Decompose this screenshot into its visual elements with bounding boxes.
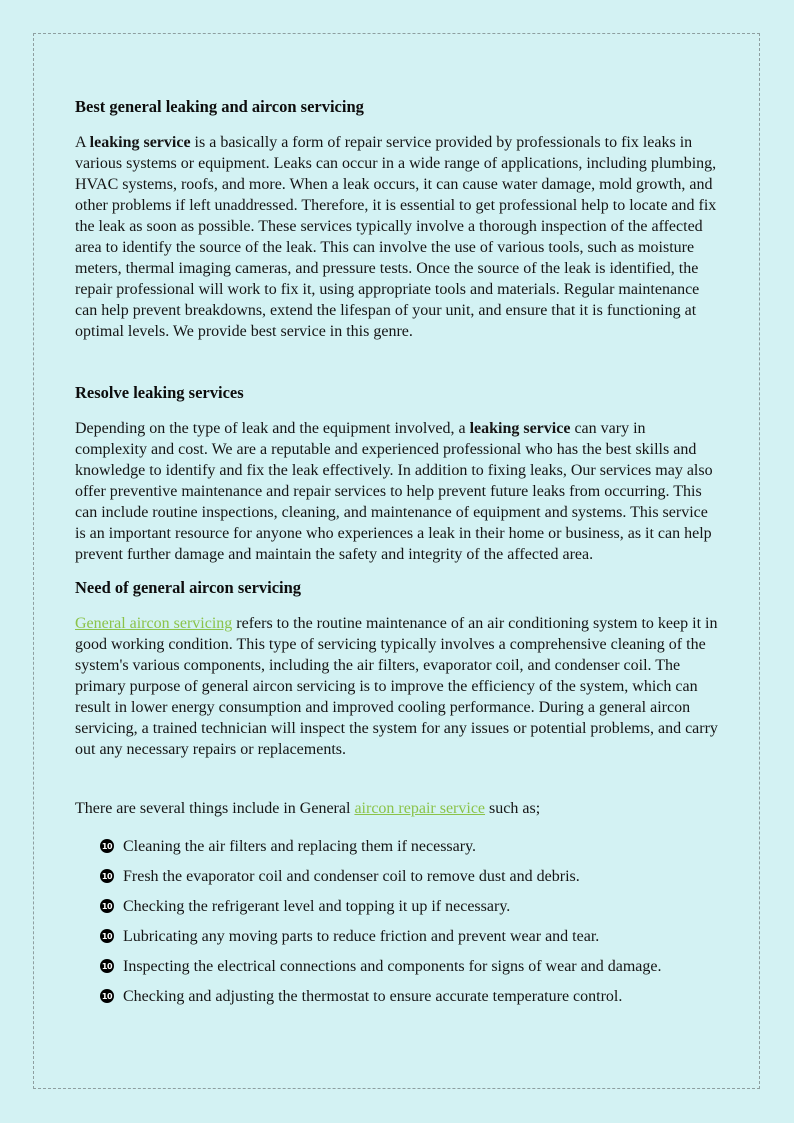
circled-ten-bullet-icon: 10	[100, 989, 114, 1003]
list-item	[100, 866, 718, 887]
list-item-text: Inspecting the electrical connections and components for signs of wear and damage.	[123, 958, 662, 975]
circled-ten-bullet-icon: 10	[100, 839, 114, 853]
paragraph-things-pre: There are several things include in General	[75, 800, 355, 817]
service-checklist	[75, 836, 718, 1007]
list-item	[100, 986, 718, 1007]
circled-ten-bullet-icon: 10	[100, 899, 114, 913]
circled-ten-bullet-icon: 10	[100, 869, 114, 883]
paragraph-things-post: such as;	[485, 800, 541, 817]
link-aircon-repair-service[interactable]: aircon repair service	[354, 800, 486, 817]
list-item	[100, 926, 718, 947]
list-item	[100, 836, 718, 857]
list-item	[100, 956, 718, 977]
paragraph-intro-post: is a basically a form of repair service provided by professionals to fix leaks in various systems or equipment. Leaks can occur in a wide range of applications, including plumbing, HVAC systems, roofs, and more. When a leak occurs, it can cause water damage, mold growth, and other problems if left unaddressed. Therefore, it is essential to get professional help to locate and fix the leak as soon as possible. These services typically involve a thorough inspection of the affected area to identify the source of the leak. This can involve the use of various tools, such as moisture meters, thermal imaging cameras, and pressure tests. Once the source of the leak is identified, the repair professional will work to fix it, using appropriate tools and materials. Regular maintenance can help prevent breakdowns, extend the lifespan of your unit, and ensure that it is functioning at optimal levels. We provide best service in this genre.	[75, 134, 717, 340]
circled-ten-bullet-icon: 10	[100, 959, 114, 973]
list-item-text: Fresh the evaporator coil and condenser coil to remove dust and debris.	[123, 868, 580, 885]
list-item	[100, 896, 718, 917]
paragraph-need-post: refers to the routine maintenance of an air conditioning system to keep it in good working condition. This type of servicing typically involves a comprehensive cleaning of the system's various components, including the air filters, evaporator coil, and condenser coil. The primary purpose of general aircon servicing is to improve the efficiency of the system, which can result in lower energy consumption and improved cooling performance. During a general aircon servicing, a trained technician will inspect the system for any issues or potential problems, and carry out any necessary repairs or replacements.	[75, 615, 718, 758]
bold-leaking-service: leaking service	[89, 134, 191, 151]
paragraph-need	[75, 613, 718, 760]
paragraph-intro-pre: A	[75, 134, 90, 151]
link-general-aircon-servicing[interactable]: General aircon servicing	[75, 615, 233, 632]
paragraph-resolve-post: can vary in complexity and cost. We are a reputable and experienced professional who has the best skills and knowledge to identify and fix the leak effectively. In addition to fixing leaks, Our services may also offer preventive maintenance and repair services to help prevent future leaks from occurring. This can include routine inspections, cleaning, and maintenance of equipment and systems. This service is an important resource for anyone who experiences a leak in their home or business, as it can help prevent further damage and maintain the safety and integrity of the affected area.	[75, 420, 713, 563]
list-item-text: Cleaning the air filters and replacing them if necessary.	[123, 838, 477, 855]
section-heading-need: Need of general aircon servicing	[75, 578, 302, 597]
section-heading-resolve: Resolve leaking services	[75, 383, 244, 402]
section-heading-intro: Best general leaking and aircon servicing	[75, 97, 364, 116]
paragraph-intro	[75, 132, 718, 342]
bold-leaking-service: leaking service	[469, 420, 571, 437]
page-dashed-border-frame	[33, 33, 760, 1089]
list-item-text: Lubricating any moving parts to reduce friction and prevent wear and tear.	[123, 928, 600, 945]
list-item-text: Checking the refrigerant level and topping it up if necessary.	[123, 898, 511, 915]
list-item-text: Checking and adjusting the thermostat to ensure accurate temperature control.	[123, 988, 623, 1005]
paragraph-things-intro	[75, 798, 718, 819]
circled-ten-bullet-icon: 10	[100, 929, 114, 943]
paragraph-resolve	[75, 418, 718, 565]
paragraph-resolve-pre: Depending on the type of leak and the equipment involved, a	[75, 420, 470, 437]
